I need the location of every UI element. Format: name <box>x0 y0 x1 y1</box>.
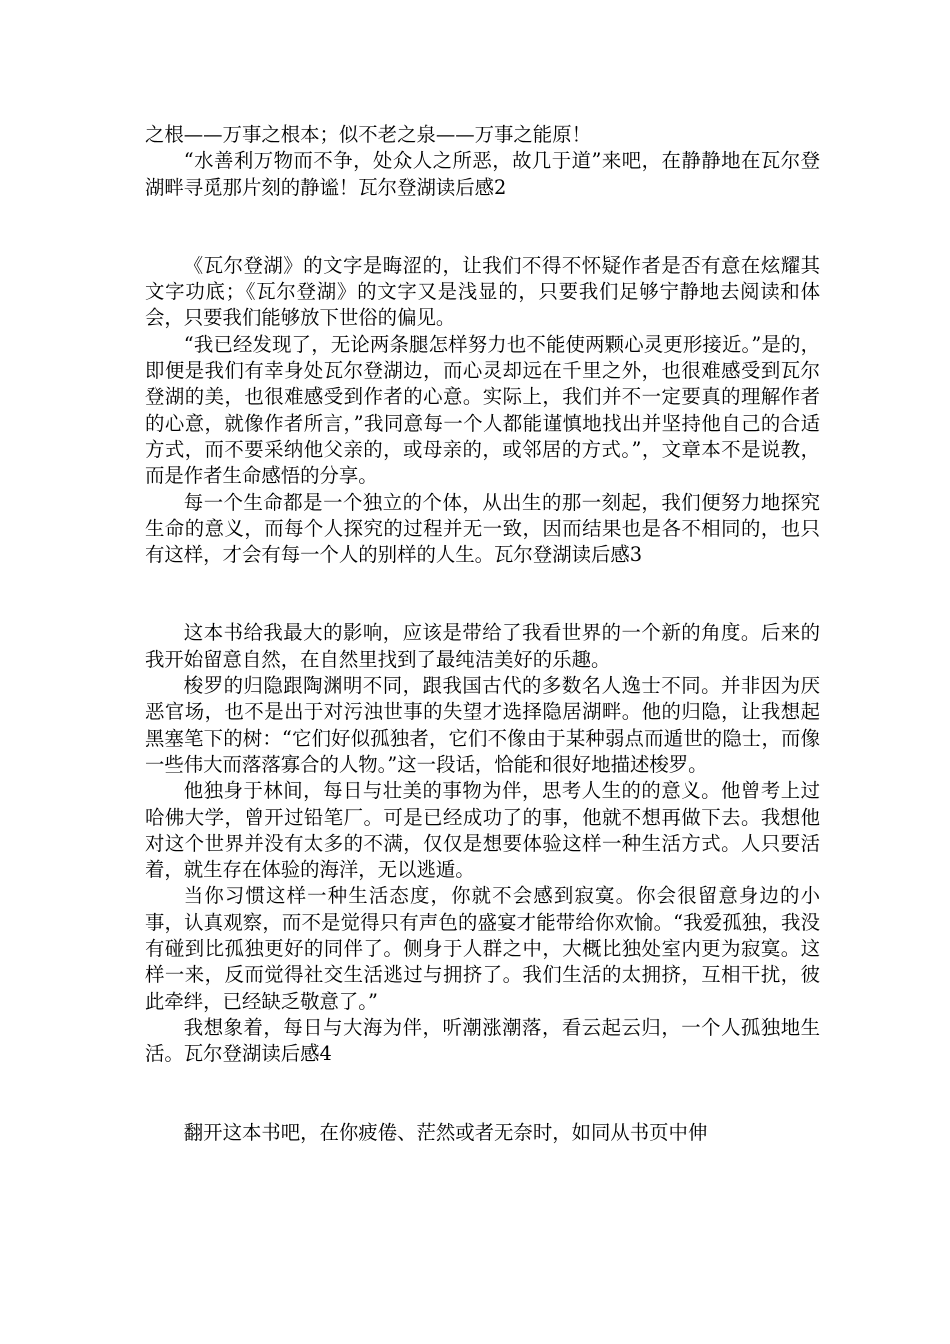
paragraph: 《瓦尔登湖》的文字是晦涩的，让我们不得不怀疑作者是否有意在炫耀其文字功底；《瓦尔登湖》的文字又是浅显的，只要我们足够宁静地去阅读和体会，只要我们能够放下世俗的偏见。 <box>145 253 820 330</box>
paragraph: “我已经发现了，无论两条腿怎样努力也不能使两颗心灵更形接近。”是的，即便是我们有幸身处瓦尔登湖边，而心灵却远在千里之外，也很难感受到瓦尔登湖的美，也很难感受到作者的心意。实际上，我们并不一定要真的理解作者的心意，就像作者所言，”我同意每一个人都能谨慎地找出并坚持他自己的合适方式，而不要采纳他父亲的，或母亲的，或邻居的方式。”，文章本不是说教，而是作者生命感悟的分享。 <box>145 332 820 488</box>
paragraph: 我想象着，每日与大海为伴，听潮涨潮落，看云起云归，一个人孤独地生活。瓦尔登湖读后感4 <box>145 1015 820 1066</box>
section-gap <box>145 201 820 253</box>
paragraph: “水善利万物而不争，处众人之所恶，故几于道”来吧，在静静地在瓦尔登湖畔寻觅那片刻的静谧！瓦尔登湖读后感2 <box>145 149 820 199</box>
document-body <box>145 122 820 1146</box>
section-gap <box>145 1068 820 1120</box>
paragraph: 每一个生命都是一个独立的个体，从出生的那一刻起，我们便努力地探究生命的意义，而每个人探究的过程并无一致，因而结果也是各不相同的，也只有这样，才会有每一个人的别样的人生。瓦尔登湖读后感3 <box>145 490 820 567</box>
paragraph: 他独身于林间，每日与壮美的事物为伴，思考人生的的意义。他曾考上过哈佛大学，曾开过铅笔厂。可是已经成功了的事，他就不想再做下去。我想他对这个世界并没有太多的不满，仅仅是想要体验这样一种生活方式。人只要活着，就生存在体验的海洋，无以逃遁。 <box>145 779 820 882</box>
paragraph: 梭罗的归隐跟陶渊明不同，跟我国古代的多数名人逸士不同。并非因为厌恶官场，也不是出于对污浊世事的失望才选择隐居湖畔。他的归隐，让我想起黑塞笔下的树：“它们好似孤独者，它们不像由于某种弱点而遁世的隐士，而像一些伟大而落落寡合的人物。”这一段话，恰能和很好地描述梭罗。 <box>145 674 820 776</box>
paragraph: 之根——万事之根本；似不老之泉——万事之能原！ <box>145 123 591 146</box>
paragraph: 这本书给我最大的影响，应该是带给了我看世界的一个新的角度。后来的我开始留意自然，在自然里找到了最纯洁美好的乐趣。 <box>145 621 820 671</box>
section-gap <box>145 568 820 620</box>
paragraph: 翻开这本书吧，在你疲倦、茫然或者无奈时，如同从书页中伸 <box>183 1120 708 1144</box>
paragraph: 当你习惯这样一种生活态度，你就不会感到寂寞。你会很留意身边的小事，认真观察，而不是觉得只有声色的盛宴才能带给你欢愉。“我爱孤独，我没有碰到比孤独更好的同伴了。侧身于人群之中，大概比独处室内更为寂寞。这样一来，反而觉得社交生活逃过与拥挤了。我们生活的太拥挤，互相干扰，彼此牵绊，已经缺乏敬意了。” <box>145 884 820 1013</box>
